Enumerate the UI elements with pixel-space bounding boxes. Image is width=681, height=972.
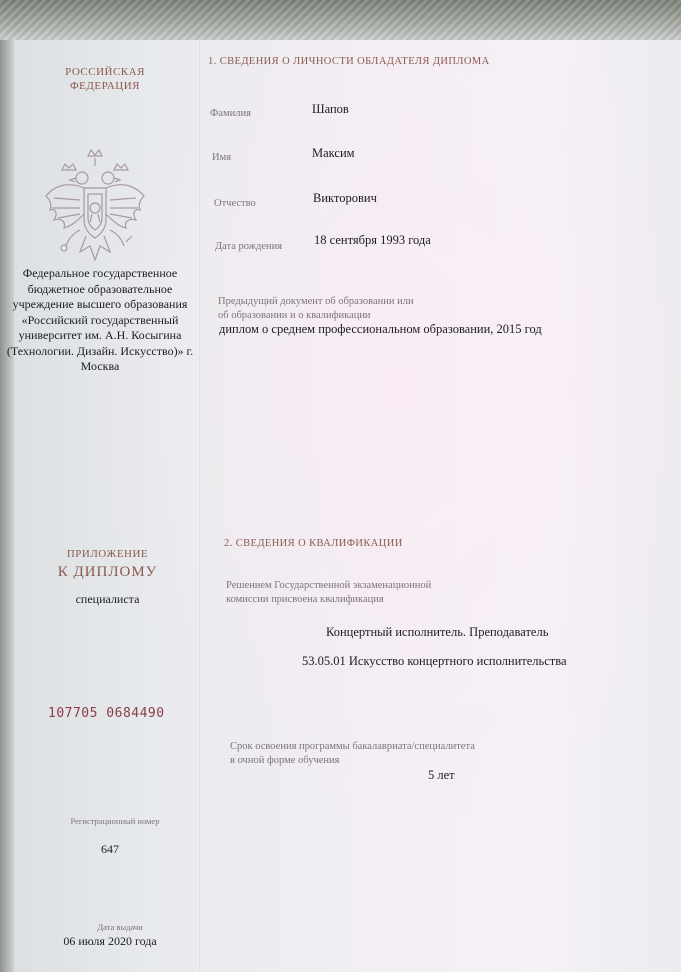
- degree-type: специалиста: [75, 592, 140, 606]
- appendix-title: ПРИЛОЖЕНИЕ: [66, 548, 149, 560]
- surname-label: Фамилия: [210, 108, 251, 119]
- study-duration-label-2: в очной форме обучения: [230, 755, 340, 766]
- issue-date-value: 06 июля 2020 года: [63, 934, 157, 948]
- patronymic-value: Викторович: [313, 191, 377, 205]
- previous-document-label-1: Предыдущий документ об образовании или: [218, 296, 414, 307]
- registration-number-label: Регистрационный номер: [70, 816, 160, 826]
- specialty-value: 53.05.01 Искусство концертного исполнительства: [302, 654, 567, 668]
- section-personal-title: 1. СВЕДЕНИЯ О ЛИЧНОСТИ ОБЛАДАТЕЛЯ ДИПЛОМА: [208, 56, 490, 67]
- institution-name: Федеральное государственное бюджетное образовательное учреждение высшего образования «Российский государственный университет им. А.Н. Косыгина (Технологии. Дизайн. Искусство)» г. Москва: [6, 266, 194, 373]
- left-page-edge: [0, 40, 14, 972]
- issue-date-label: Дата выдачи: [97, 922, 143, 932]
- qualification-value: Концертный исполнитель. Преподаватель: [326, 625, 549, 639]
- serial-number: 107705 0684490: [48, 706, 165, 721]
- center-fold-line: [198, 40, 200, 972]
- birth-date-label: Дата рождения: [215, 241, 283, 252]
- study-duration-value: 5 лет: [428, 768, 455, 782]
- name-value: Максим: [312, 146, 355, 160]
- coat-of-arms-icon: [40, 148, 150, 266]
- study-duration-label-1: Срок освоения программы бакалавриата/специалитета: [230, 741, 475, 752]
- decision-label-2: комиссии присвоена квалификация: [226, 594, 384, 605]
- name-label: Имя: [212, 152, 232, 163]
- country-name: РОССИЙСКАЯ ФЕДЕРАЦИЯ: [65, 66, 145, 92]
- previous-document-value: диплом о среднем профессиональном образовании, 2015 год: [219, 322, 542, 336]
- decision-label-1: Решением Государственной экзаменационной: [226, 580, 432, 591]
- birth-date-value: 18 сентября 1993 года: [314, 233, 431, 247]
- top-border-strip: [0, 0, 681, 40]
- appendix-subtitle: К ДИПЛОМУ: [57, 564, 158, 580]
- registration-number-value: 647: [101, 842, 119, 856]
- surname-value: Шапов: [312, 102, 349, 116]
- section-qualification-title: 2. СВЕДЕНИЯ О КВАЛИФИКАЦИИ: [224, 538, 403, 549]
- patronymic-label: Отчество: [214, 198, 256, 209]
- previous-document-label-2: об образовании и о квалификации: [218, 310, 371, 321]
